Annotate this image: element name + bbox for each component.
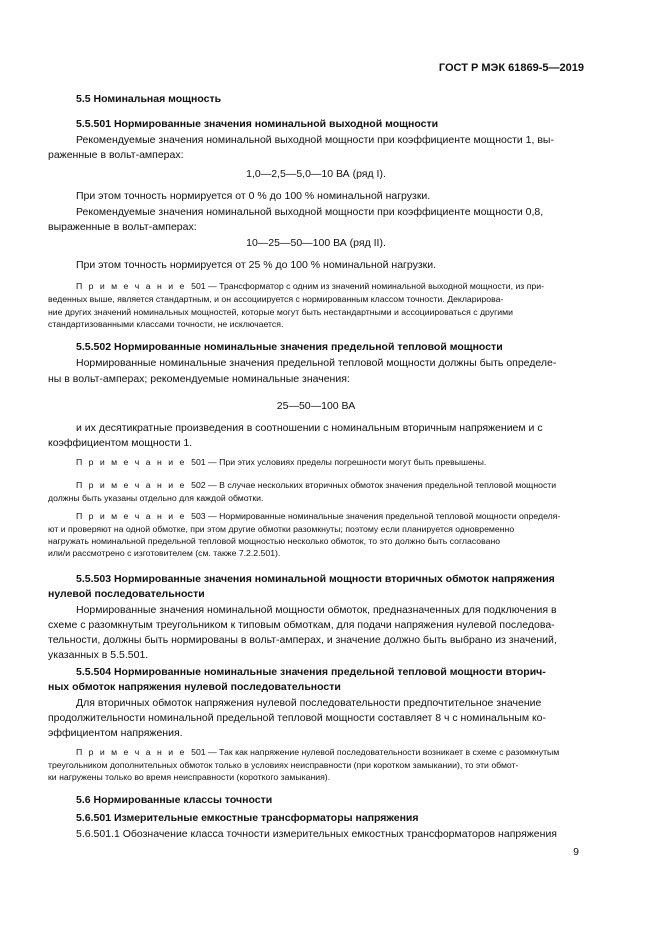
paragraph: ны в вольт-амперах; рекомендуемые номинальные значения:: [48, 373, 350, 385]
paragraph: эффициентом напряжения.: [48, 727, 183, 739]
note-text: 502 — В случае нескольких вторичных обмоток значения предельной тепловой мощности: [191, 480, 557, 490]
note-text: нагружать номинальной предельной тепловой мощностью несколько обмоток, то это должно быть согласовано: [48, 536, 501, 546]
section-5-5-heading: 5.5 Номинальная мощность: [76, 93, 222, 105]
paragraph: Нормированные номинальные значения предельной тепловой мощности должны быть определе-: [76, 357, 557, 369]
paragraph: раженные в вольт-амперах:: [48, 149, 184, 161]
note-text: треугольником дополнительных обмоток только в условиях неисправности (при коротком замыкании), то эти обмот-: [48, 760, 519, 770]
note-label: П р и м е ч а н и е: [76, 457, 187, 467]
paragraph: При этом точность нормируется от 25 % до 100 % номинальной нагрузки.: [76, 259, 437, 271]
paragraph: выраженные в вольт-амперах:: [48, 221, 197, 233]
paragraph: коэффициентом мощности 1.: [48, 437, 193, 449]
formula-row-1: 1,0—2,5—5,0—10 ВА (ряд I).: [246, 168, 386, 180]
note-label: П р и м е ч а н и е: [76, 480, 187, 490]
note-501: [76, 280, 584, 293]
note-text: 501 — Трансформатор с одним из значений номинальной выходной мощности, из при-: [191, 281, 544, 291]
note-text: должны быть указаны отдельно для каждой обмотки.: [48, 493, 264, 503]
paragraph: указанных в 5.5.501.: [48, 649, 149, 661]
section-5-6-heading: 5.6 Нормированные классы точности: [76, 794, 273, 806]
paragraph: схеме с разомкнутым треугольником к типовым обмоткам, для подачи напряжения нулевой последова-: [48, 619, 555, 631]
section-5-5-503-heading-cont: нулевой последовательности: [48, 588, 205, 600]
paragraph: Для вторичных обмоток напряжения нулевой последовательности предпочтительное значение: [76, 697, 542, 709]
note-503: [76, 510, 584, 523]
section-5-5-501-heading: 5.5.501 Нормированные значения номинальной выходной мощности: [76, 118, 439, 130]
note-text: 503 — Нормированные номинальные значения предельной тепловой мощности определя-: [191, 511, 561, 521]
paragraph: продолжительности номинальной предельной тепловой мощности составляет 8 ч с номинальным ко-: [48, 712, 547, 724]
note-501: [76, 746, 584, 759]
section-5-5-502-heading: 5.5.502 Нормированные номинальные значения предельной тепловой мощности: [76, 341, 503, 353]
note-text: веденных выше, является стандартным, и он ассоциируется с нормированным классом точности. Декларирова-: [48, 294, 504, 304]
note-text: ние других значений номинальных мощностей, которые могут быть нестандартными и ассоциироваться с другими: [48, 307, 513, 317]
paragraph: Нормированные значения номинальной мощности обмоток, предназначенных для подключения в: [76, 604, 557, 616]
note-label: П р и м е ч а н и е: [76, 511, 187, 521]
section-5-5-504-heading-cont: ных обмоток напряжения нулевой последовательности: [48, 681, 341, 693]
formula-row-3: 25—50—100 ВА: [276, 400, 356, 412]
section-5-6-501-heading: 5.6.501 Измерительные емкостные трансформаторы напряжения: [76, 812, 419, 824]
formula-row-2: 10—25—50—100 ВА (ряд II).: [246, 237, 386, 249]
note-text: или/и рассмотрено с изготовителем (см. также 7.2.2.501).: [48, 548, 281, 558]
note-text: 501 — При этих условиях пределы погрешности могут быть превышены.: [191, 457, 487, 467]
page-number: 9: [573, 846, 579, 858]
note-label: П р и м е ч а н и е: [76, 747, 187, 757]
paragraph: тельности, должны быть нормированы в вольт-амперах, и значение должно быть выбрано из значений,: [48, 634, 557, 646]
note-text: ки нагружены только во время неисправности (короткого замыкания).: [48, 772, 331, 782]
paragraph: При этом точность нормируется от 0 % до 100 % номинальной нагрузки.: [76, 190, 431, 202]
paragraph: Рекомендуемые значения номинальной выходной мощности при коэффициенте мощности 0,8,: [76, 206, 544, 218]
section-5-5-503-heading: 5.5.503 Нормированные значения номинальной мощности вторичных обмоток напряжения: [76, 573, 555, 585]
section-5-5-504-heading: 5.5.504 Нормированные номинальные значения предельной тепловой мощности вторич-: [76, 666, 546, 678]
note-502: [76, 479, 584, 492]
paragraph: 5.6.501.1 Обозначение класса точности измерительных емкостных трансформаторов напряжения: [76, 828, 557, 840]
document-header: ГОСТ Р МЭК 61869-5—2019: [438, 62, 584, 74]
paragraph: и их десятикратные произведения в соотношении с номинальным вторичным напряжением и с: [76, 422, 543, 434]
note-text: 501 — Так как напряжение нулевой последовательности возникает в схеме с разомкнутым: [191, 747, 560, 757]
note-501: [76, 456, 584, 469]
note-text: ют и проверяют на одной обмотке, при этом другие обмотки разомкнуты; поэтому если планируется одновременно: [48, 524, 515, 534]
note-label: П р и м е ч а н и е: [76, 281, 187, 291]
note-text: стандартизованными классами точности, не исключается.: [48, 319, 284, 329]
paragraph: Рекомендуемые значения номинальной выходной мощности при коэффициенте мощности 1, вы-: [76, 134, 554, 146]
